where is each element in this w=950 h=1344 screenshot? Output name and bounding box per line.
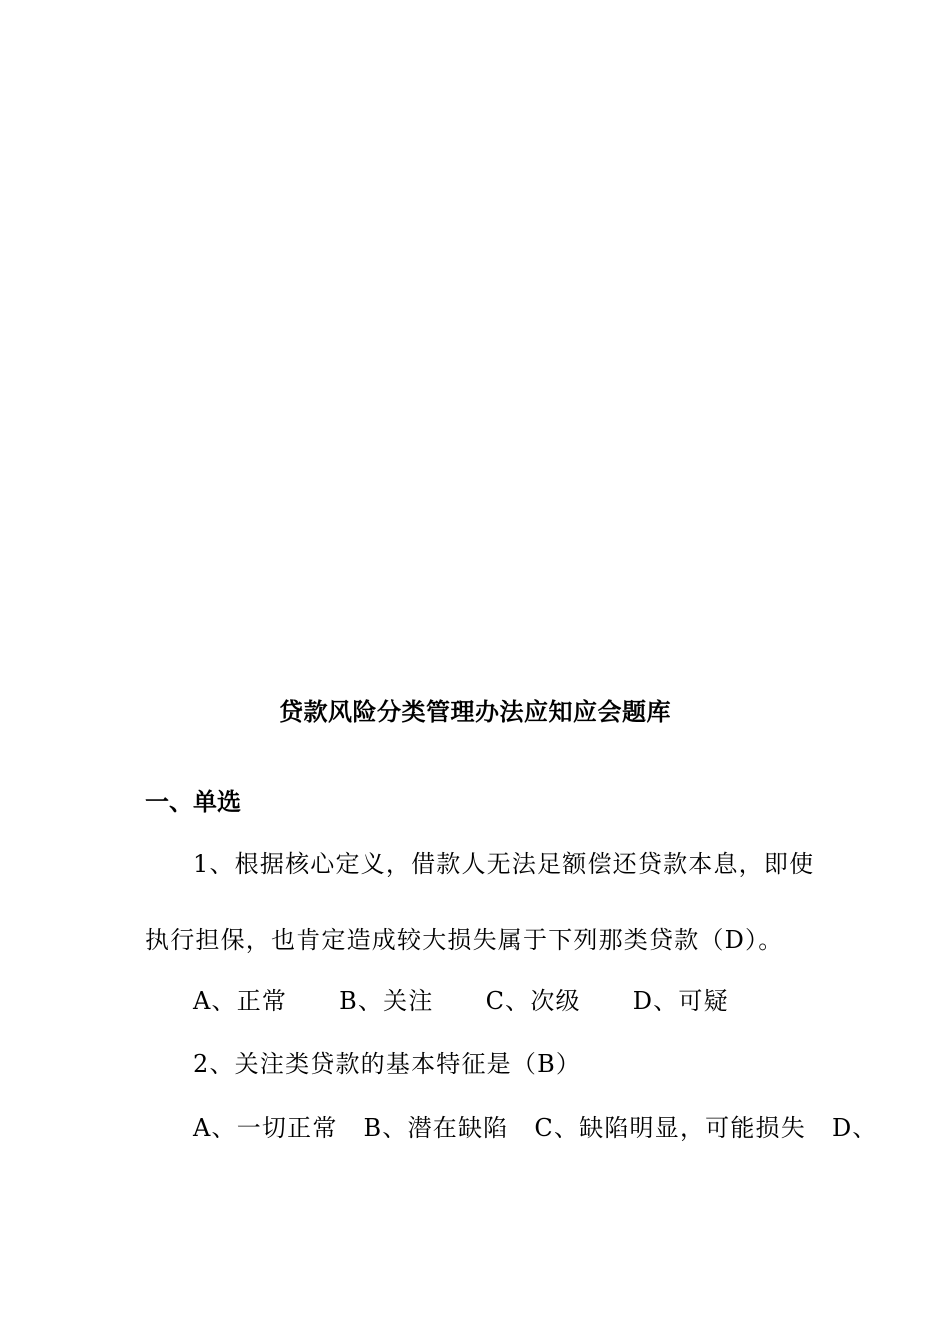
question-2-text: 2、关注类贷款的基本特征是（B） (193, 1050, 582, 1078)
option-d: D、可疑 (632, 987, 729, 1015)
question-1-text-line-1: 1、根据核心定义，借款人无法足额偿还贷款本息，即使 (193, 850, 815, 878)
option-c: C、缺陷明显，可能损失 (534, 1114, 806, 1142)
question-1-text-line-2: 执行担保，也肯定造成较大损失属于下列那类贷款（D）。 (145, 926, 784, 954)
section-heading: 一、单选 (145, 788, 241, 816)
document-title: 贷款风险分类管理办法应知应会题库 (279, 698, 671, 726)
option-d: D、 (831, 1114, 878, 1142)
option-c: C、次级 (485, 987, 581, 1015)
option-b: B、潜在缺陷 (363, 1114, 509, 1142)
option-b: B、关注 (339, 987, 434, 1015)
option-a: A、一切正常 (193, 1114, 338, 1142)
question-2-options (193, 1108, 878, 1143)
option-a: A、正常 (193, 987, 288, 1015)
question-1-options (193, 981, 729, 1016)
